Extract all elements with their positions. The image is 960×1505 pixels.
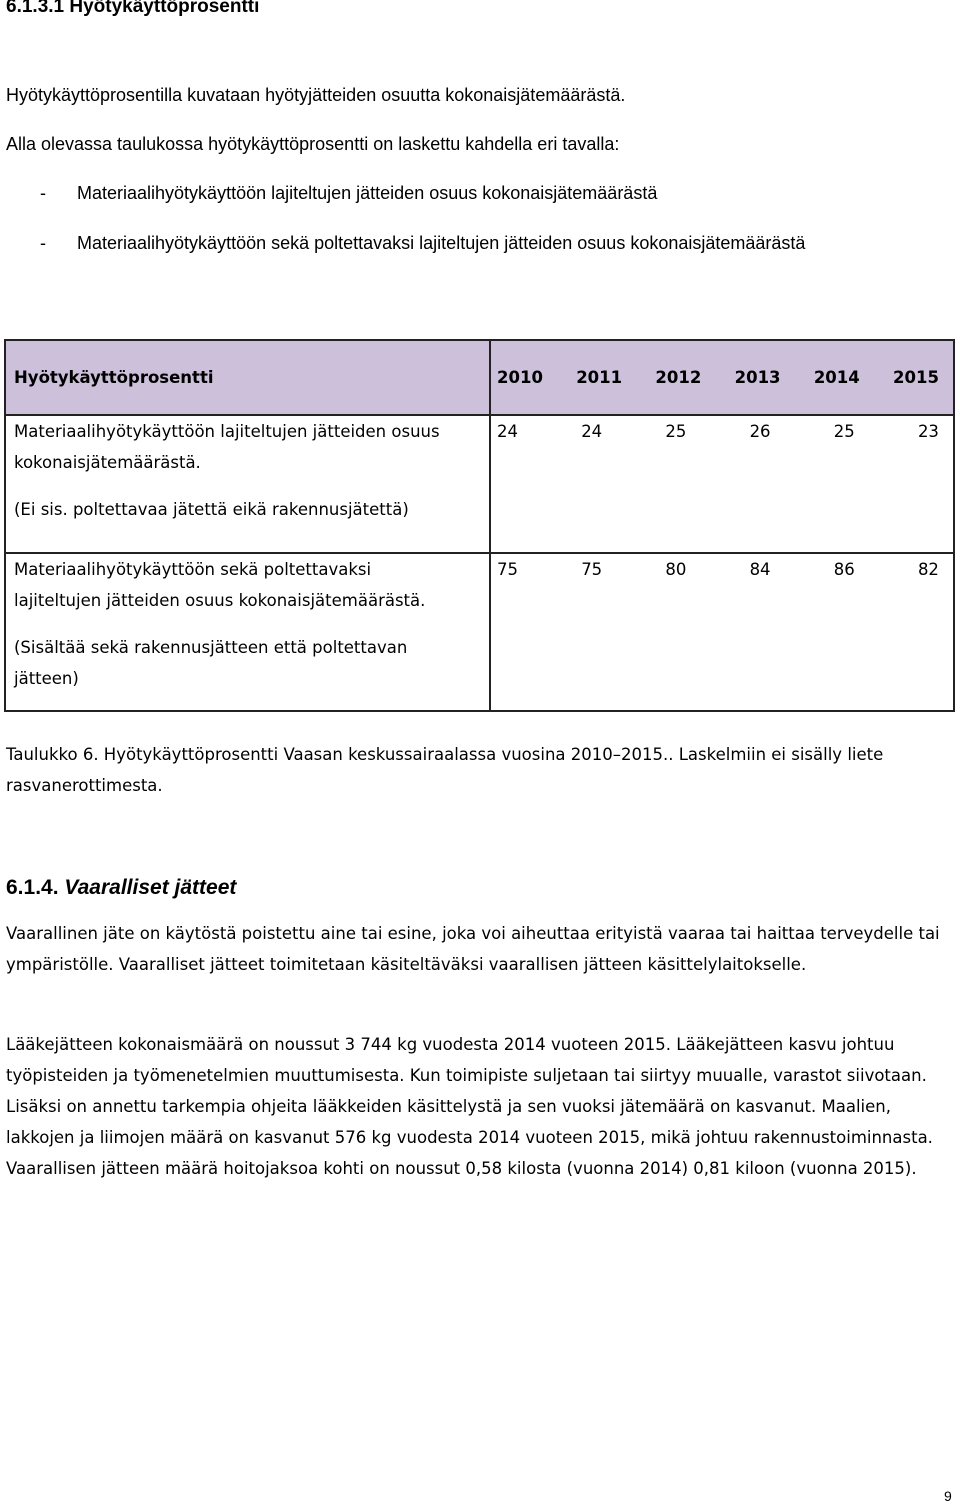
row-note: (Ei sis. poltettavaa jätettä eikä rakennusjätettä) [14,500,409,519]
value-cell: 84 [749,560,771,579]
year-2014: 2014 [813,368,860,387]
row-label-line: lajiteltujen jätteiden osuus kokonaisjätemäärästä. [14,591,426,610]
row-label-line: Materiaalihyötykäyttöön sekä poltettavaksi [14,560,372,579]
list-item-text: Materiaalihyötykäyttöön sekä poltettavaksi lajiteltujen jätteiden osuus kokonaisjätemäärästä [77,233,806,253]
intro-paragraph-2: Alla olevassa taulukossa hyötykäyttöprosentti on laskettu kahdella eri tavalla: [6,134,620,154]
value-cell: 82 [917,560,939,579]
table-caption: Taulukko 6. Hyötykäyttöprosentti Vaasan keskussairaalassa vuosina 2010–2015.. Laskelmiin ei sisälly liete rasvanerottimesta. [6,745,884,795]
row-label-cell [5,553,490,711]
row-label-line: kokonaisjätemäärästä. [14,453,201,472]
table-row [5,553,954,711]
year-2011: 2011 [576,368,623,387]
value-cell: 80 [665,560,687,579]
value-cell: 75 [581,560,603,579]
section-heading-hazardous [6,876,236,900]
value-cell: 26 [749,422,771,441]
page-number: 9 [944,1488,952,1504]
value-cell: 86 [833,560,855,579]
body-paragraph: Vaarallinen jäte on käytöstä poistettu aine tai esine, joka voi aiheuttaa erityistä vaaraa tai haittaa terveydelle tai ympäristölle. Vaaralliset jätteet toimitetaan käsiteltäväksi vaarallisen jätteen käsittelylaitokselle. [6,924,940,974]
row-note-line: jätteen) [14,669,79,688]
dash-marker: - [40,233,46,253]
year-2010: 2010 [497,368,543,387]
body-paragraph: Lääkejätteen kokonaismäärä on noussut 3 744 kg vuodesta 2014 vuoteen 2015. Lääkejätteen kasvu johtuu työpisteiden ja työmenetelmien muuttumisesta. Kun toimipiste suljetaan tai siirtyy muualle, varastot siivotaan. Lisäksi on annettu tarkempia ohjeita lääkkeiden käsittelystä ja sen vuoksi jätemäärä on kasvanut. Maalien, lakkojen ja liimojen määrä on kasvanut 576 kg vuodesta 2014 vuoteen 2015, mikä johtuu rakennustoiminnasta. Vaarallisen jätteen määrä hoitojaksoa kohti on noussut 0,58 kilosta (vuonna 2014) 0,81 kiloon (vuonna 2015). [6,1035,933,1178]
header-label: Hyötykäyttöprosentti [5,340,490,415]
row-label-line: Materiaalihyötykäyttöön lajiteltujen jätteiden osuus [14,422,440,441]
value-cell: 24 [497,422,518,441]
table-row [5,415,954,553]
dash-marker: - [40,183,46,203]
intro-paragraph: Hyötykäyttöprosentilla kuvataan hyötyjätteiden osuutta kokonaisjätemäärästä. [6,85,626,105]
row-note-line: (Sisältää sekä rakennusjätteen että poltettavan [14,638,408,657]
row-label-cell [5,415,490,553]
year-2015: 2015 [893,368,939,387]
section-heading: 6.1.3.1 Hyötykäyttöprosentti [6,0,260,17]
recycling-rate-table [4,339,955,712]
section-title: Vaaralliset jätteet [64,876,237,899]
value-cell: 25 [833,422,855,441]
year-2013: 2013 [734,368,781,387]
section-number: 6.1.4. [6,876,59,899]
value-cell: 75 [497,560,518,579]
value-cell: 25 [665,422,687,441]
header-years [490,340,954,415]
row-values-cell [490,415,954,553]
value-cell: 24 [581,422,603,441]
value-cell: 23 [917,422,939,441]
year-2012: 2012 [655,368,702,387]
list-item-text: Materiaalihyötykäyttöön lajiteltujen jätteiden osuus kokonaisjätemäärästä [77,183,658,203]
row-values-cell [490,553,954,711]
table-header-row [5,340,954,415]
